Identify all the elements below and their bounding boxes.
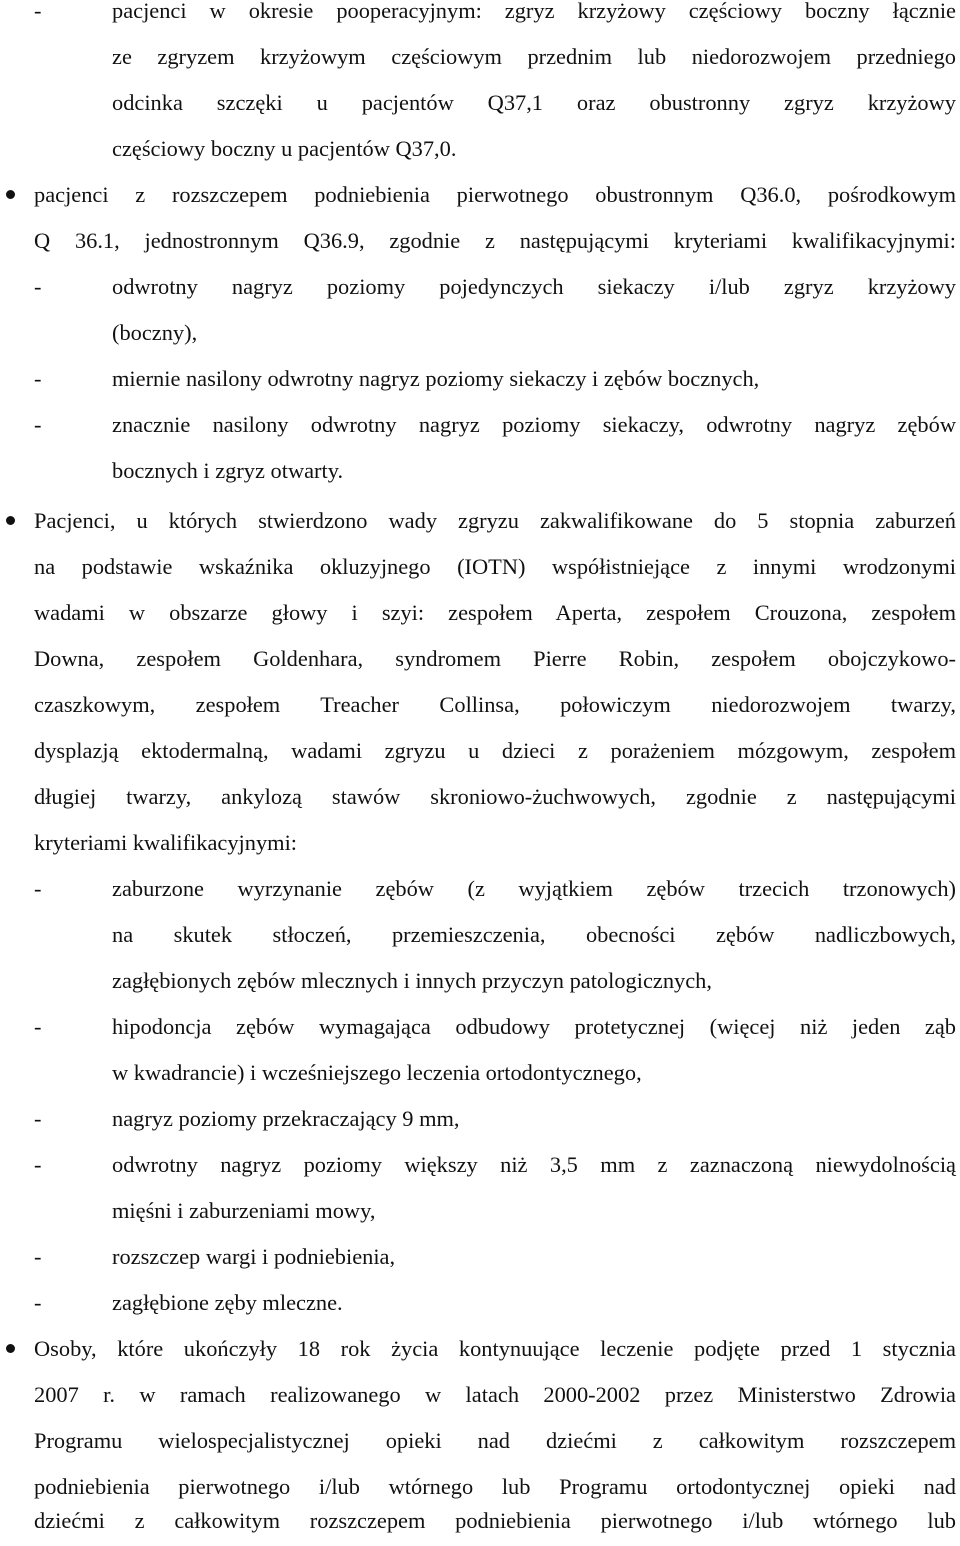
- text-line: ze zgryzem krzyżowym częściowym przednim lub niedorozwojem przedniego: [112, 44, 956, 69]
- text-line: wadami w obszarze głowy i szyi: zespołem Aperta, zespołem Crouzona, zespołem: [34, 600, 956, 625]
- list-dash: -: [34, 274, 42, 299]
- text-line: Osoby, które ukończyły 18 rok życia kontynuujące leczenie podjęte przed 1 stycznia: [34, 1336, 956, 1361]
- text-line: czaszkowym, zespołem Treacher Collinsa, połowiczym niedorozwojem twarzy,: [34, 692, 956, 717]
- bullet-icon: [4, 498, 20, 544]
- text-line: znacznie nasilony odwrotny nagryz poziomy siekaczy, odwrotny nagryz zębów: [112, 412, 956, 437]
- bullet-icon: [4, 1326, 20, 1372]
- text-line: zagłębione zęby mleczne.: [112, 1290, 343, 1315]
- text-line: na skutek stłoczeń, przemieszczenia, obecności zębów nadliczbowych,: [112, 922, 956, 947]
- text-line: pacjenci z rozszczepem podniebienia pierwotnego obustronnym Q36.0, pośrodkowym: [34, 182, 956, 207]
- list-dash: -: [34, 0, 42, 23]
- text-line: w kwadrancie) i wcześniejszego leczenia ortodontycznego,: [112, 1060, 642, 1085]
- text-line: nagryz poziomy przekraczający 9 mm,: [112, 1106, 460, 1131]
- text-line: podniebienia pierwotnego i/lub wtórnego lub Programu ortodontycznej opieki nad: [34, 1474, 956, 1499]
- list-dash: -: [34, 1290, 42, 1315]
- text-line: rozszczep wargi i podniebienia,: [112, 1244, 396, 1269]
- text-line: (boczny),: [112, 320, 198, 345]
- text-line: na podstawie wskaźnika okluzyjnego (IOTN) współistniejące z innymi wrodzonymi: [34, 554, 956, 579]
- text-line: Pacjenci, u których stwierdzono wady zgryzu zakwalifikowane do 5 stopnia zaburzeń: [34, 508, 956, 533]
- text-line: odwrotny nagryz poziomy większy niż 3,5 mm z zaznaczoną niewydolnością: [112, 1152, 956, 1177]
- list-dash: -: [34, 412, 42, 437]
- text-line: dysplazją ektodermalną, wadami zgryzu u dzieci z porażeniem mózgowym, zespołem: [34, 738, 956, 763]
- text-line: kryteriami kwalifikacyjnymi:: [34, 830, 298, 855]
- text-line: odcinka szczęki u pacjentów Q37,1 oraz obustronny zgryz krzyżowy: [112, 90, 956, 115]
- text-line: hipodoncja zębów wymagająca odbudowy protetycznej (więcej niż jeden ząb: [112, 1014, 956, 1039]
- list-dash: -: [34, 1244, 42, 1269]
- text-line: bocznych i zgryz otwarty.: [112, 458, 344, 483]
- text-line: zagłębionych zębów mlecznych i innych przyczyn patologicznych,: [112, 968, 712, 993]
- text-line: odwrotny nagryz poziomy pojedynczych siekaczy i/lub zgryz krzyżowy: [112, 274, 956, 299]
- list-dash: -: [34, 876, 42, 901]
- list-dash: -: [34, 1152, 42, 1177]
- text-line: miernie nasilony odwrotny nagryz poziomy siekaczy i zębów bocznych,: [112, 366, 760, 391]
- text-line: dziećmi z całkowitym rozszczepem podniebienia pierwotnego i/lub wtórnego lub: [34, 1508, 956, 1533]
- text-line: długiej twarzy, ankylozą stawów skroniowo-żuchwowych, zgodnie z następującymi: [34, 784, 956, 809]
- text-line: Downa, zespołem Goldenhara, syndromem Pierre Robin, zespołem obojczykowo-: [34, 646, 956, 671]
- text-line: pacjenci w okresie pooperacyjnym: zgryz krzyżowy częściowy boczny łącznie: [112, 0, 956, 23]
- text-line: częściowy boczny u pacjentów Q37,0.: [112, 136, 457, 161]
- text-line: mięśni i zaburzeniami mowy,: [112, 1198, 376, 1223]
- text-line: Q 36.1, jednostronnym Q36.9, zgodnie z następującymi kryteriami kwalifikacyjnymi:: [34, 228, 956, 253]
- text-line: Programu wielospecjalistycznej opieki nad dziećmi z całkowitym rozszczepem: [34, 1428, 956, 1453]
- list-dash: -: [34, 366, 42, 391]
- list-dash: -: [34, 1014, 42, 1039]
- bullet-icon: [4, 172, 20, 218]
- text-line: 2007 r. w ramach realizowanego w latach 2000-2002 przez Ministerstwo Zdrowia: [34, 1382, 956, 1407]
- list-dash: -: [34, 1106, 42, 1131]
- text-line: zaburzone wyrzynanie zębów (z wyjątkiem zębów trzecich trzonowych): [112, 876, 956, 901]
